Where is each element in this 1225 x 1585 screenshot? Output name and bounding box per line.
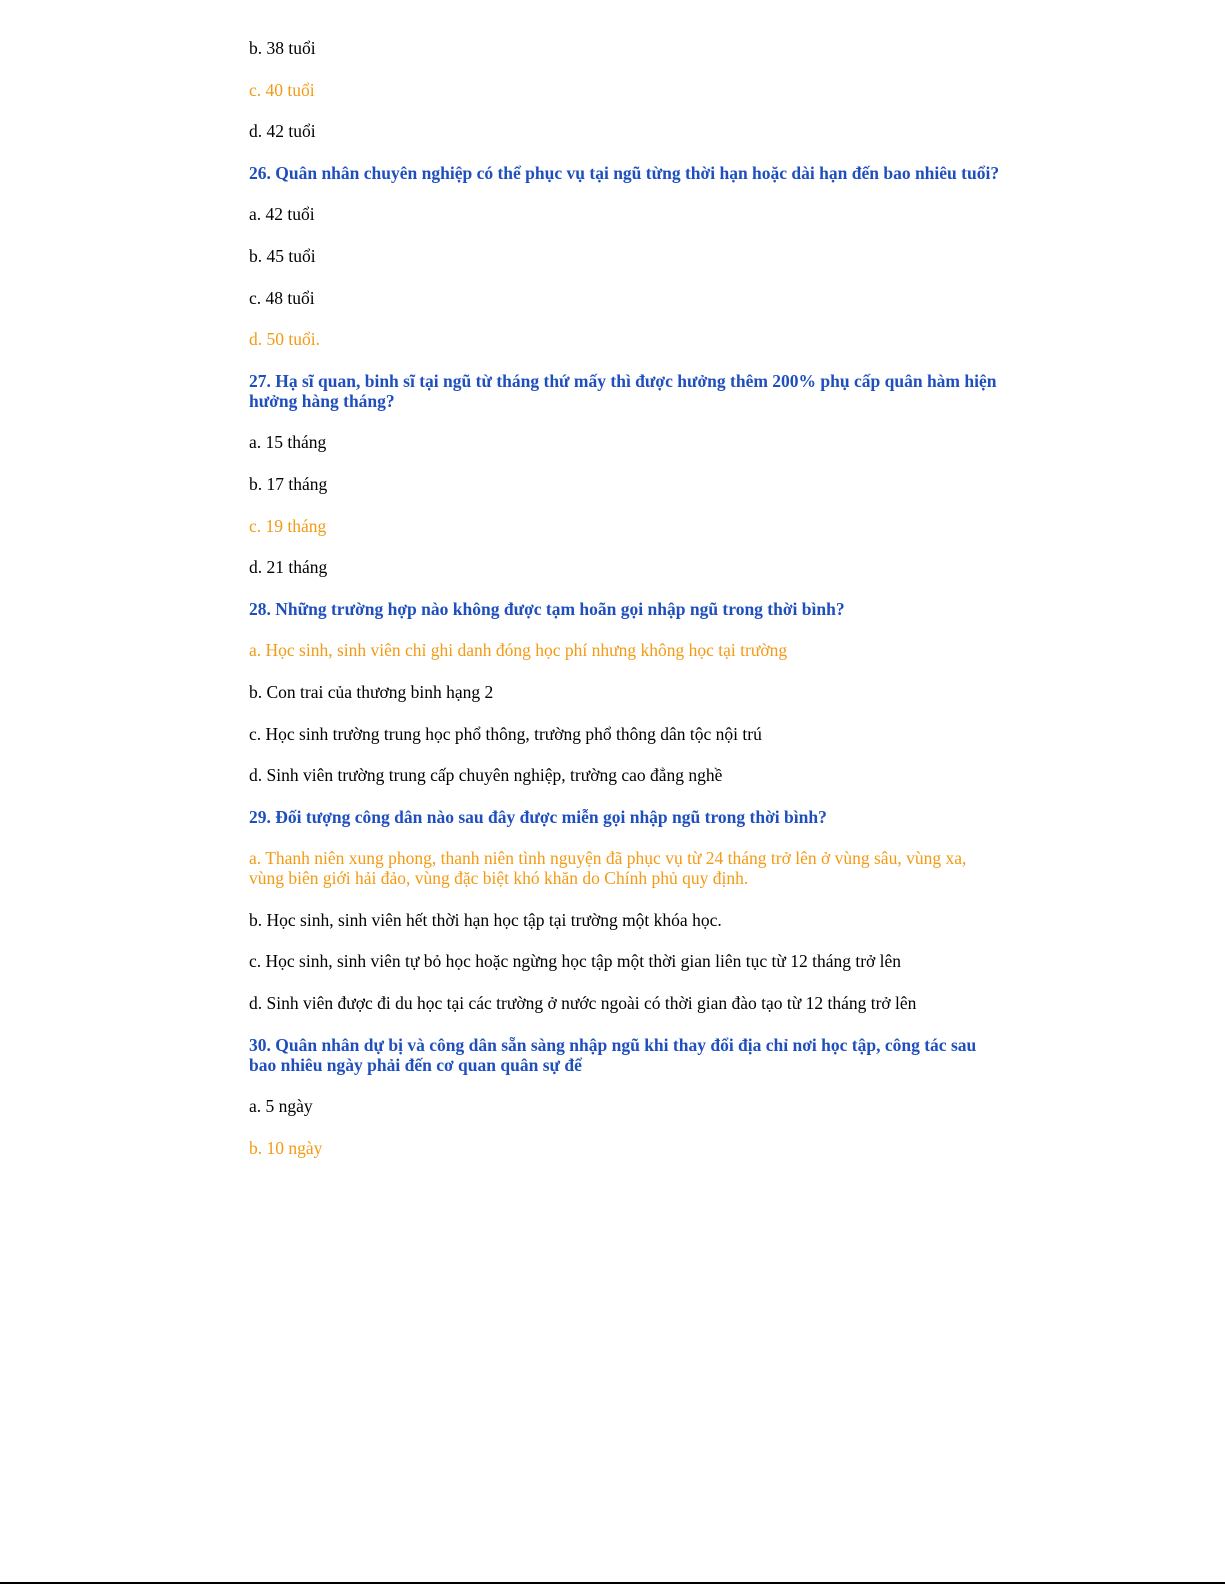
answer-option: a. 5 ngày [249,1096,313,1117]
correct-answer-option: a. Học sinh, sinh viên chỉ ghi danh đóng học phí nhưng không học tại trường [249,640,788,661]
answer-option: b. 45 tuổi [249,245,316,266]
answer-option: d. Sinh viên trường trung cấp chuyên nghiệp, trường cao đẳng nghề [249,765,723,786]
page-bottom-border [0,1582,1225,1584]
correct-answer-option: c. 40 tuổi [249,79,315,100]
question-30: 30. Quân nhân dự bị và công dân sẵn sàng nhập ngũ khi thay đổi địa chỉ nơi học tập, công tác sau bao nhiêu ngày phải đến cơ quan quân sự để [249,1034,977,1075]
question-27: 27. Hạ sĩ quan, binh sĩ tại ngũ từ tháng thứ mấy thì được hưởng thêm 200% phụ cấp quân hàm hiện hưởng hàng tháng? [249,370,997,411]
quiz-content [249,38,1001,1179]
answer-option: b. 38 tuổi [249,38,316,58]
answer-option: b. 17 tháng [249,473,328,494]
correct-answer-option: b. 10 ngày [249,1137,323,1158]
correct-answer-option: a. Thanh niên xung phong, thanh niên tình nguyện đã phục vụ từ 24 tháng trở lên ở vùng sâu, vùng xa, vùng biên giới hải đảo, vùng đặc biệt khó khăn do Chính phủ quy định. [249,848,967,889]
answer-option: c. Học sinh, sinh viên tự bỏ học hoặc ngừng học tập một thời gian liên tục từ 12 tháng trở lên [249,951,902,972]
question-29: 29. Đối tượng công dân nào sau đây được miễn gọi nhập ngũ trong thời bình? [249,806,827,827]
answer-option: a. 15 tháng [249,432,327,453]
question-26: 26. Quân nhân chuyên nghiệp có thể phục vụ tại ngũ từng thời hạn hoặc dài hạn đến bao nhiêu tuổi? [249,162,1000,183]
answer-option: d. 21 tháng [249,557,328,578]
answer-option: b. Học sinh, sinh viên hết thời hạn học tập tại trường một khóa học. [249,909,722,930]
correct-answer-option: d. 50 tuổi. [249,329,320,350]
correct-answer-option: c. 19 tháng [249,515,327,536]
question-28: 28. Những trường hợp nào không được tạm hoãn gọi nhập ngũ trong thời bình? [249,598,845,619]
answer-option: d. Sinh viên được đi du học tại các trường ở nước ngoài có thời gian đào tạo từ 12 tháng trở lên [249,993,917,1014]
answer-option: c. 48 tuổi [249,287,315,308]
answer-option: c. Học sinh trường trung học phổ thông, trường phổ thông dân tộc nội trú [249,723,762,744]
answer-option: b. Con trai của thương binh hạng 2 [249,681,494,702]
answer-option: d. 42 tuổi [249,121,316,142]
answer-option: a. 42 tuổi [249,204,315,225]
